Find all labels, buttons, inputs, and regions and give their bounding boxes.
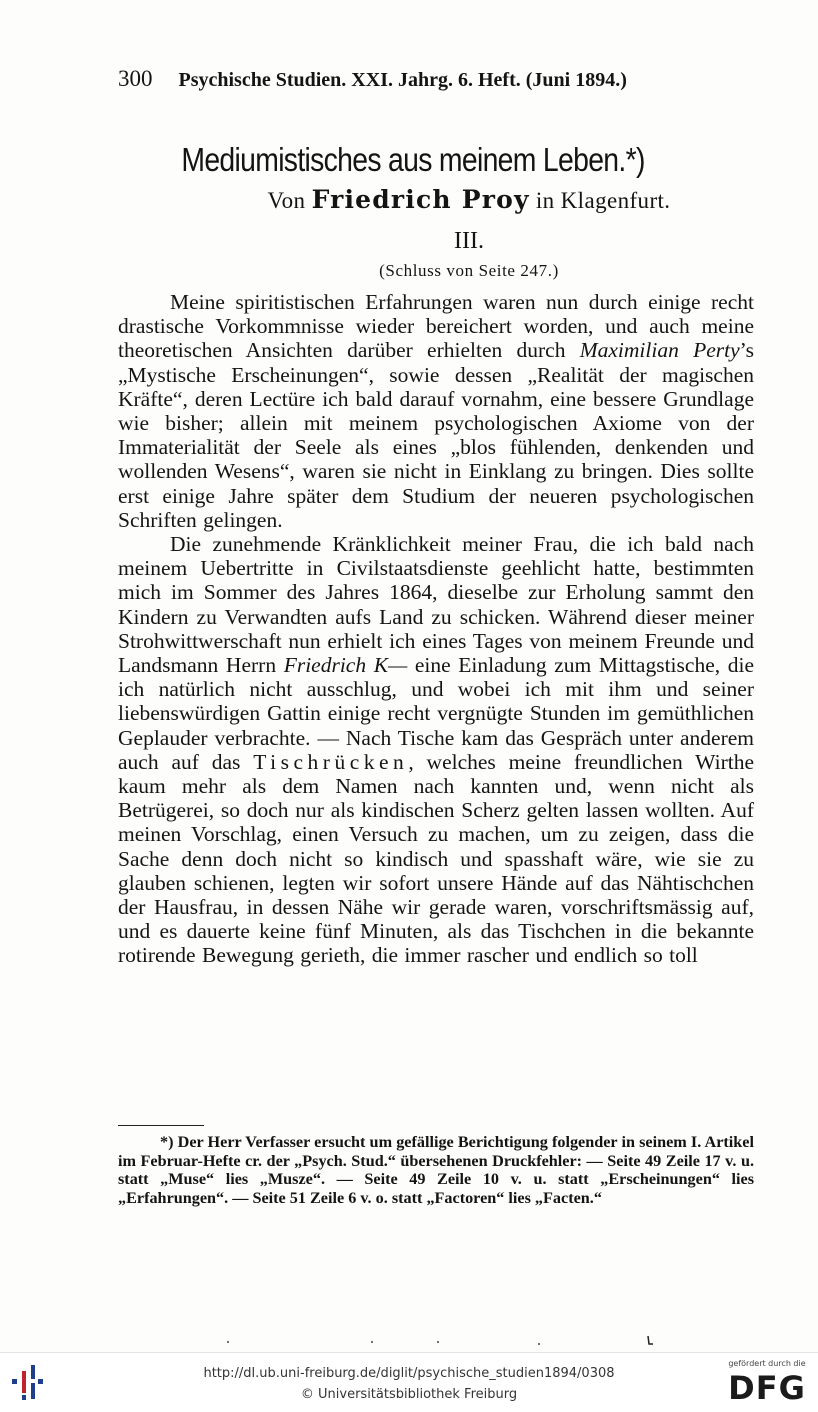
byline-prefix: Von — [267, 188, 306, 213]
dfg-logo[interactable]: DFG — [728, 1369, 806, 1407]
author-name: Friedrich Proy — [311, 185, 530, 214]
footnote-text: *) Der Herr Verfasser ersucht um gefällige Berichtigung folgender in seinem I. Artikel im Februar-Hefte cr. der „Psych. Stud.“ übersehenen Druckfehler: — Seite 49 Zeile 17 v. u. statt „Muse“ lies „Musze“. — Seite 49 Zeile 10 v. u. statt „Erscheinungen“ lies „Erfahrungen“. — Seite 51 Zeile 6 v. o. statt „Factoren“ lies „Facten.“ — [118, 1133, 754, 1207]
paragraph-1-text-a: Meine spiritistischen Erfahrungen waren nun durch einige recht drastische Vorkommnisse wieder bereichert worden, und auch meine theoretischen Ansichten darüber erhielten durch — [118, 290, 754, 363]
running-title: Psychische Studien. XXI. Jahrg. 6. Heft. (Juni 1894.) — [178, 69, 627, 91]
spaced-term: Tischrücken — [253, 749, 409, 774]
footnote-divider — [118, 1125, 204, 1126]
page-number: 300 — [118, 66, 153, 91]
paragraph-2-text-c: , welches meine freundlichen Wirthe kaum mehr als dem Namen nach kannten und, wenn nicht als Betrügerei, so doch nur als kindischen Scherz gelten lassen wollten. Auf meinen Vorschlag, einen Versuch zu machen, um zu zeigen, dass die Sache denn doch nicht so kindisch und spasshaft wäre, wie sie zu glauben schienen, legten wir sofort unsere Hände auf das Nähtischchen der Hausfrau, in dessen Nähe wir gerade waren, vorschriftsmässig auf, und es dauerte keine fünf Minuten, als das Tischchen in die bekannte rotirende Bewegung gerieth, die immer rascher und endlich so toll — [118, 749, 754, 968]
person-name: Friedrich K— — [283, 653, 408, 678]
paragraph-1 — [118, 290, 754, 532]
copyright-notice: © Universitätsbibliothek Freiburg — [300, 1387, 518, 1402]
permalink-url[interactable]: http://dl.ub.uni-freiburg.de/diglit/psychische_studien1894/0308 — [203, 1366, 615, 1381]
continuation-note: (Schluss von Seite 247.) — [379, 261, 559, 280]
section-number: III. — [454, 228, 484, 254]
paragraph-1-text-b: ’s „Mystische Erscheinungen“, sowie dessen „Realität der magischen Kräfte“, deren Lectüre ich bald darauf vornahm, eine bessere Grundlage wie bisher; allein mit meinem psychologischen Axiome von der Immaterialität der Seele als eines „blos fühlenden, denkenden und wollenden Wesens“, waren sie nicht in Einklang zu bringen. Dies sollte erst einige Jahre später dem Studium der neueren psychologischen Schriften gelingen. — [118, 338, 754, 532]
person-name: Maximilian Perty — [579, 338, 740, 363]
scan-specks — [0, 1330, 818, 1350]
paragraph-2 — [118, 532, 754, 968]
footnote — [118, 1133, 754, 1207]
dfg-funding-note: gefördert durch die — [728, 1359, 806, 1368]
byline — [60, 185, 818, 214]
viewer-footer — [0, 1352, 818, 1412]
paragraph-2-text-b: eine Einladung zum Mittagstische, die ich natürlich nicht ausschlug, und wobei ich mit ihm und seiner liebenswürdigen Gattin einige recht vergnügte Stunden im gemüthlichen Geplauder verbrachte. — Nach Tische kam das Gespräch unter anderem auch auf das — [118, 653, 754, 774]
article-title: Mediumistisches aus meinem Leben.*) — [181, 141, 645, 178]
article-body — [118, 290, 754, 968]
paragraph-2-text-a: Die zunehmende Kränklichkeit meiner Frau, die ich bald nach meinem Uebertritte in Civilstaatsdienste geehlicht hatte, bestimmten mich im Sommer des Jahres 1864, dieselbe zur Erholung sammt den Kindern zu Verwandten aufs Land zu schicken. Während dieser meiner Strohwittwerschaft nun erhielt ich eines Tages von meinem Freunde und Landsmann Herrn — [118, 532, 754, 678]
byline-suffix: in Klagenfurt. — [535, 188, 671, 213]
running-head — [118, 66, 718, 92]
